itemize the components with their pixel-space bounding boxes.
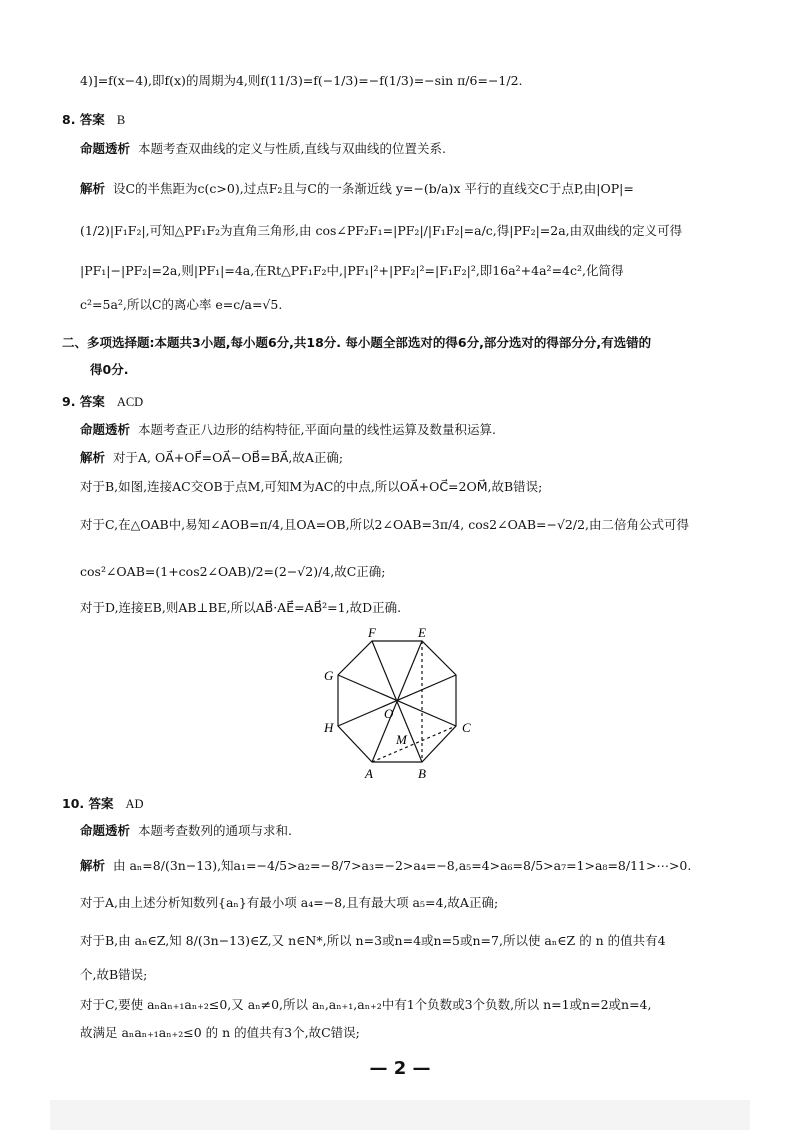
label-B: B [418, 766, 426, 781]
solution-10-text-1: 由 aₙ=8/(3n−13),知a₁=−4/5>a₂=−8/7>a₃=−2>a₄=−8,a₅=4>a₆=8/5>a₇=1>a₈=8/11>⋯>0. [112, 858, 692, 873]
analysis-10-label: 命题透析 [80, 823, 131, 838]
solution-9-line-5: 对于D,连接EB,则AB⊥BE,所以AB⃗·AE⃗=AB⃗²=1,故D正确. [80, 600, 402, 615]
answer-9 [62, 392, 143, 410]
solution-9-label: 解析 [80, 450, 106, 465]
label-M: M [396, 732, 407, 747]
solution-8-text-1: 设C的半焦距为c(c>0),过点F₂且与C的一条渐近线 y=−(b/a)x 平行的直线交C于点P,由|OP|= [112, 181, 634, 196]
solution-9-line-4: cos²∠OAB=(1+cos2∠OAB)/2=(2−√2)/4,故C正确; [80, 564, 386, 579]
answer-10 [62, 794, 144, 812]
solution-10-line-6: 故满足 aₙaₙ₊₁aₙ₊₂≤0 的 n 的值共有3个,故C错误; [80, 1025, 360, 1040]
solution-10-line-2: 对于A,由上述分析知数列{aₙ}有最小项 a₄=−8,且有最大项 a₅=4,故A正确; [80, 895, 499, 910]
answer-9-label: 9. 答案 [62, 394, 105, 409]
label-A: A [365, 766, 373, 781]
solution-8-line-2: (1/2)|F₁F₂|,可知△PF₁F₂为直角三角形,由 cos∠PF₂F₁=|PF₂|/|F₁F₂|=a/c,得|PF₂|=2a,由双曲线的定义可得 [80, 223, 683, 238]
answer-10-label: 10. 答案 [62, 796, 114, 811]
solution-10-label: 解析 [80, 858, 106, 873]
answer-8-label: 8. 答案 [62, 112, 105, 127]
solution-9-text-1: 对于A, OA⃗+OF⃗=OA⃗−OB⃗=BA⃗,故A正确; [112, 450, 344, 465]
analysis-8-text: 本题考查双曲线的定义与性质,直线与双曲线的位置关系. [137, 141, 446, 156]
analysis-9 [80, 421, 496, 439]
solution-8-label: 解析 [80, 181, 106, 196]
solution-8-line-4: c²=5a²,所以C的离心率 e=c/a=√5. [80, 297, 283, 312]
octagon-figure [310, 622, 490, 784]
continuation-line: 4)]=f(x−4),即f(x)的周期为4,则f(11/3)=f(−1/3)=−f(1/3)=−sin π/6=−1/2. [80, 73, 523, 88]
analysis-8 [80, 140, 446, 158]
analysis-9-text: 本题考查正八边形的结构特征,平面向量的线性运算及数量积运算. [137, 422, 496, 437]
solution-9-line-2: 对于B,如图,连接AC交OB于点M,可知M为AC的中点,所以OA⃗+OC⃗=2OM⃗,故B错误; [80, 479, 543, 494]
solution-10-line-1 [80, 857, 691, 875]
section-2-heading-2: 得0分. [90, 362, 129, 377]
solution-10-line-5: 对于C,要使 aₙaₙ₊₁aₙ₊₂≤0,又 aₙ≠0,所以 aₙ,aₙ₊₁,aₙ₊₂中有1个负数或3个负数,所以 n=1或n=2或n=4, [80, 997, 652, 1012]
label-C: C [462, 720, 471, 735]
label-F: F [368, 625, 376, 640]
solution-9-line-3: 对于C,在△OAB中,易知∠AOB=π/4,且OA=OB,所以2∠OAB=3π/4, cos2∠OAB=−√2/2,由二倍角公式可得 [80, 517, 690, 532]
analysis-9-label: 命题透析 [80, 422, 131, 437]
solution-10-line-3: 对于B,由 aₙ∈Z,知 8/(3n−13)∈Z,又 n∈N*,所以 n=3或n=4或n=5或n=7,所以使 aₙ∈Z 的 n 的值共有4 [80, 933, 666, 948]
solution-10-line-4: 个,故B错误; [80, 967, 148, 982]
solution-8-line-3: |PF₁|−|PF₂|=2a,则|PF₁|=4a,在Rt△PF₁F₂中,|PF₁|²+|PF₂|²=|F₁F₂|²,即16a²+4a²=4c²,化简得 [80, 263, 624, 278]
solution-8-line-1 [80, 180, 634, 198]
answer-10-value: AD [125, 797, 144, 811]
answer-8 [62, 110, 125, 128]
answer-9-value: ACD [116, 395, 144, 409]
footer-band [50, 1100, 750, 1130]
label-O: O [384, 706, 394, 721]
analysis-10-text: 本题考查数列的通项与求和. [137, 823, 292, 838]
label-E: E [418, 625, 426, 640]
label-G: G [324, 668, 334, 683]
analysis-8-label: 命题透析 [80, 141, 131, 156]
solution-9-line-1 [80, 449, 343, 467]
page-number: — 2 — [369, 1058, 431, 1079]
analysis-10 [80, 822, 292, 840]
answer-8-value: B [116, 113, 126, 127]
label-H: H [324, 720, 334, 735]
section-2-heading-1: 二、多项选择题:本题共3小题,每小题6分,共18分. 每小题全部选对的得6分,部分选对的得部分分,有选错的 [62, 335, 652, 350]
